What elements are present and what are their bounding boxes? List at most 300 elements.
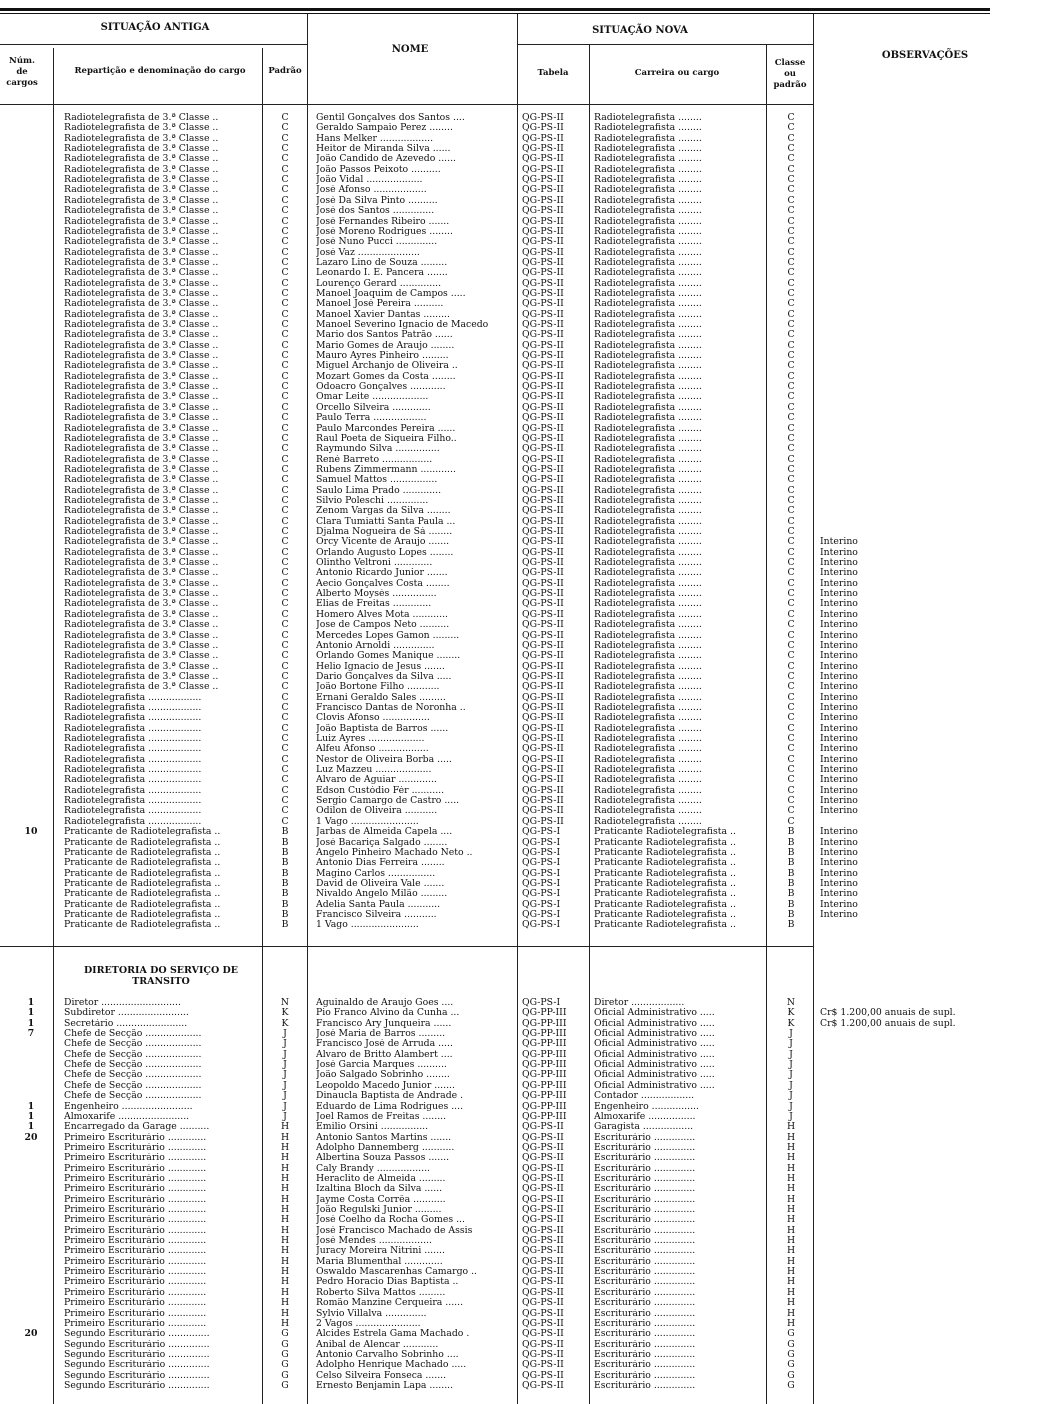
table-row	[0, 1174, 1055, 1184]
row-carreira: Radiotelegrafista ........	[594, 413, 702, 424]
row-padrao: K	[281, 1008, 289, 1019]
row-classe: C	[787, 268, 795, 279]
row-nome: José Da Silva Pinto ..........	[316, 195, 438, 206]
row-carreira: Contador ..................	[594, 1091, 695, 1102]
table-row	[0, 537, 1055, 547]
row-classe: C	[787, 640, 795, 651]
row-classe: C	[787, 692, 795, 703]
row-tabela: QG-PS-II	[522, 392, 564, 403]
row-tabela: QG-PS-II	[522, 402, 564, 413]
row-classe: C	[787, 392, 795, 403]
row-nome: José Nuno Pucci ..............	[316, 237, 438, 248]
row-tabela: QG-PS-II	[522, 785, 564, 796]
row-nome: Francisco Dantas de Noronha ..	[316, 702, 466, 713]
row-reparticao: Segundo Escriturário ..............	[64, 1339, 210, 1350]
row-observacao: Interino	[820, 796, 858, 807]
row-carreira: Oficial Administrativo .....	[594, 1060, 715, 1071]
row-tabela: QG-PS-II	[522, 226, 564, 237]
row-reparticao: Praticante de Radiotelegrafista ..	[64, 868, 221, 879]
row-tabela: QG-PS-II	[522, 340, 564, 351]
table-row	[0, 1008, 1055, 1018]
row-carreira: Escriturário ..............	[594, 1277, 696, 1288]
row-tabela: QG-PS-I	[522, 889, 561, 900]
row-tabela: QG-PS-II	[522, 1163, 564, 1174]
row-classe: H	[786, 1173, 796, 1184]
row-carreira: Radiotelegrafista ........	[594, 568, 702, 579]
row-padrao: C	[281, 785, 289, 796]
row-tabela: QG-PS-II	[522, 288, 564, 299]
row-padrao: C	[281, 734, 289, 744]
table-row	[0, 444, 1055, 454]
row-classe: C	[787, 558, 795, 569]
row-observacao: Interino	[820, 620, 858, 631]
row-nome: Orcello Silveira .............	[316, 402, 431, 413]
table-row	[0, 1184, 1055, 1194]
row-tabela: QG-PS-II	[522, 537, 564, 548]
row-classe: H	[786, 1318, 796, 1329]
row-classe: C	[787, 320, 795, 330]
row-reparticao: Praticante de Radiotelegrafista ..	[64, 827, 221, 838]
row-reparticao: Primeiro Escriturário .............	[64, 1142, 207, 1153]
row-nome: Rubens Zimmermann ............	[316, 464, 456, 475]
row-reparticao: Radiotelegrafista de 3.ª Classe ..	[64, 630, 219, 641]
row-carreira: Radiotelegrafista ........	[594, 371, 702, 382]
row-classe: C	[787, 589, 795, 600]
row-carreira: Escriturário ..............	[594, 1205, 696, 1215]
row-padrao: C	[281, 454, 289, 465]
row-padrao: C	[281, 506, 289, 517]
row-padrao: C	[281, 547, 289, 558]
row-padrao: C	[281, 537, 289, 548]
row-observacao: Interino	[820, 806, 858, 817]
row-nome: Clara Tumiatti Santa Paula ...	[316, 516, 456, 527]
row-tabela: QG-PS-II	[522, 1267, 564, 1278]
row-observacao: Interino	[820, 568, 858, 579]
table-row	[0, 610, 1055, 620]
row-classe: H	[786, 1142, 796, 1153]
row-nome: Emilio Orsini ................	[316, 1122, 429, 1133]
row-reparticao: Primeiro Escriturário .............	[64, 1277, 207, 1288]
row-tabela: QG-PS-II	[522, 1236, 564, 1247]
row-carreira: Radiotelegrafista ........	[594, 692, 702, 703]
row-carreira: Praticante Radiotelegrafista ..	[594, 858, 736, 869]
row-classe: C	[787, 206, 795, 217]
row-reparticao: Radiotelegrafista de 3.ª Classe ..	[64, 423, 219, 434]
row-carreira: Radiotelegrafista ........	[594, 765, 702, 776]
row-padrao: C	[281, 330, 289, 341]
row-tabela: QG-PS-II	[522, 330, 564, 341]
row-observacao: Cr$ 1.200,00 anuais de supl.	[820, 1008, 956, 1019]
row-padrao: C	[281, 775, 289, 786]
row-padrao: C	[281, 351, 289, 362]
row-tabela: QG-PS-II	[522, 475, 564, 486]
row-nome: Dario Gonçalves da Silva .....	[316, 671, 452, 682]
row-nome: João Bortone Filho ...........	[316, 682, 440, 693]
row-nome: João Candido de Azevedo ......	[316, 154, 457, 165]
table-row	[0, 268, 1055, 278]
row-classe: H	[786, 1215, 796, 1226]
row-carreira: Praticante Radiotelegrafista ..	[594, 837, 736, 848]
row-reparticao: Radiotelegrafista de 3.ª Classe ..	[64, 609, 219, 620]
row-carreira: Radiotelegrafista ........	[594, 485, 702, 496]
row-tabela: QG-PS-II	[522, 144, 564, 155]
row-reparticao: Radiotelegrafista de 3.ª Classe ..	[64, 185, 219, 196]
row-tabela: QG-PS-II	[522, 692, 564, 703]
row-tabela: QG-PP-III	[522, 1008, 567, 1019]
row-num-cargos: 1	[27, 1122, 35, 1133]
row-padrao: H	[280, 1308, 290, 1319]
row-reparticao: Radiotelegrafista de 3.ª Classe ..	[64, 257, 219, 268]
row-padrao: B	[281, 899, 289, 910]
row-carreira: Praticante Radiotelegrafista ..	[594, 899, 736, 910]
row-nome: Oswaldo Mascarenhas Camargo ..	[316, 1267, 478, 1278]
row-carreira: Radiotelegrafista ........	[594, 185, 702, 196]
row-carreira: Radiotelegrafista ........	[594, 723, 702, 734]
row-classe: C	[787, 309, 795, 320]
row-nome: Raymundo Silva ...............	[316, 444, 440, 455]
row-classe: B	[787, 837, 795, 848]
row-classe: J	[789, 1039, 793, 1050]
row-carreira: Radiotelegrafista ........	[594, 257, 702, 268]
table-row	[0, 765, 1055, 775]
row-nome: Manoel Xavier Dantas .........	[316, 309, 450, 320]
row-tabela: QG-PS-II	[522, 1132, 564, 1143]
row-tabela: QG-PS-I	[522, 998, 561, 1008]
row-padrao: H	[280, 1256, 290, 1267]
row-nome: Luz Mazzeu ...................	[316, 765, 432, 776]
row-nome: Albertina Souza Passos .......	[316, 1153, 450, 1164]
row-nome: Jose de Campos Neto ..........	[316, 620, 450, 631]
row-tabela: QG-PP-III	[522, 1060, 567, 1071]
table-row	[0, 1215, 1055, 1225]
row-nome: Homero Alves Mota ............	[316, 609, 448, 620]
row-carreira: Radiotelegrafista ........	[594, 423, 702, 434]
row-reparticao: Radiotelegrafista de 3.ª Classe ..	[64, 237, 219, 248]
table-row	[0, 1340, 1055, 1350]
row-padrao: J	[283, 1029, 287, 1040]
row-tabela: QG-PS-II	[522, 775, 564, 786]
row-padrao: J	[283, 1060, 287, 1071]
row-padrao: C	[281, 661, 289, 672]
row-carreira: Escriturário ..............	[594, 1132, 696, 1143]
row-padrao: C	[281, 278, 289, 289]
row-padrao: H	[280, 1215, 290, 1226]
row-nome: Elias de Freitas .............	[316, 599, 432, 610]
row-reparticao: Primeiro Escriturário .............	[64, 1318, 207, 1329]
row-carreira: Almoxarife ................	[594, 1111, 696, 1122]
row-tabela: QG-PS-II	[522, 154, 564, 165]
row-padrao: H	[280, 1225, 290, 1236]
row-classe: H	[786, 1184, 796, 1195]
table-row	[0, 817, 1055, 827]
row-nome: Geraldo Sampaio Perez ........	[316, 123, 453, 134]
row-reparticao: Radiotelegrafista de 3.ª Classe ..	[64, 340, 219, 351]
row-classe: H	[786, 1194, 796, 1205]
row-padrao: J	[283, 1039, 287, 1050]
row-observacao: Interino	[820, 547, 858, 558]
row-reparticao: Radiotelegrafista de 3.ª Classe ..	[64, 309, 219, 320]
row-nome: 1 Vago .......................	[316, 920, 419, 931]
row-observacao: Interino	[820, 889, 858, 900]
table-row	[0, 227, 1055, 237]
row-reparticao: Radiotelegrafista ..................	[64, 723, 202, 734]
header-bottom-line	[0, 104, 813, 105]
row-padrao: C	[281, 413, 289, 424]
row-nome: Mario Gomes de Araujo ........	[316, 340, 455, 351]
row-padrao: C	[281, 744, 289, 755]
row-reparticao: Primeiro Escriturário .............	[64, 1246, 207, 1257]
row-padrao: B	[281, 837, 289, 848]
row-padrao: G	[281, 1380, 289, 1391]
row-observacao: Cr$ 1.200,00 anuais de supl.	[820, 1018, 956, 1029]
row-padrao: J	[283, 1080, 287, 1091]
table-row	[0, 920, 1055, 930]
table-row	[0, 1164, 1055, 1174]
table-row	[0, 641, 1055, 651]
header-nome: NOME	[391, 44, 429, 55]
row-tabela: QG-PS-II	[522, 558, 564, 569]
row-tabela: QG-PS-II	[522, 1329, 564, 1340]
row-reparticao: Radiotelegrafista de 3.ª Classe ..	[64, 578, 219, 589]
row-carreira: Radiotelegrafista ........	[594, 195, 702, 206]
row-nome: Jayme Costa Corrêa ...........	[316, 1194, 446, 1205]
row-padrao: H	[280, 1163, 290, 1174]
table-row	[0, 527, 1055, 537]
row-classe: C	[787, 578, 795, 589]
row-padrao: C	[281, 216, 289, 227]
row-tabela: QG-PS-II	[522, 485, 564, 496]
row-num-cargos: 1	[27, 1101, 35, 1112]
table-row	[0, 1381, 1055, 1391]
row-padrao: C	[281, 288, 289, 299]
row-nome: Zenom Vargas da Silva ........	[316, 506, 451, 517]
row-reparticao: Radiotelegrafista de 3.ª Classe ..	[64, 485, 219, 496]
row-classe: C	[787, 702, 795, 713]
row-reparticao: Radiotelegrafista de 3.ª Classe ..	[64, 382, 219, 393]
header-observacoes: OBSERVAÇÕES	[881, 50, 969, 61]
row-reparticao: Radiotelegrafista de 3.ª Classe ..	[64, 671, 219, 682]
table-row	[0, 869, 1055, 879]
row-observacao: Interino	[820, 909, 858, 920]
table-row	[0, 631, 1055, 641]
table-row	[0, 279, 1055, 289]
table-row	[0, 1319, 1055, 1329]
row-padrao: C	[281, 609, 289, 620]
row-num-cargos: 1	[27, 1111, 35, 1122]
row-reparticao: Radiotelegrafista de 3.ª Classe ..	[64, 361, 219, 372]
table-row	[0, 998, 1055, 1008]
row-reparticao: Radiotelegrafista ..................	[64, 754, 202, 765]
row-carreira: Oficial Administrativo .....	[594, 1039, 715, 1050]
row-padrao: C	[281, 164, 289, 175]
row-tabela: QG-PP-III	[522, 1049, 567, 1060]
row-reparticao: Radiotelegrafista de 3.ª Classe ..	[64, 589, 219, 600]
row-tabela: QG-PS-II	[522, 1360, 564, 1371]
row-classe: C	[787, 164, 795, 175]
row-classe: C	[787, 475, 795, 486]
row-padrao: C	[281, 516, 289, 527]
table-row	[0, 403, 1055, 413]
row-padrao: H	[280, 1122, 290, 1133]
row-padrao: C	[281, 671, 289, 682]
row-observacao: Interino	[820, 827, 858, 838]
row-carreira: Escriturário ..............	[594, 1142, 696, 1153]
row-padrao: J	[283, 1091, 287, 1102]
row-carreira: Radiotelegrafista ........	[594, 537, 702, 548]
row-carreira: Radiotelegrafista ........	[594, 154, 702, 165]
row-tabela: QG-PS-II	[522, 320, 564, 330]
header-line-nova	[517, 44, 813, 45]
row-padrao: G	[281, 1370, 289, 1381]
row-nome: Antonio Santos Martins .......	[316, 1132, 452, 1143]
row-reparticao: Chefe de Secção ...................	[64, 1060, 202, 1071]
row-carreira: Radiotelegrafista ........	[594, 609, 702, 620]
row-reparticao: Radiotelegrafista de 3.ª Classe ..	[64, 516, 219, 527]
row-carreira: Radiotelegrafista ........	[594, 734, 702, 744]
row-reparticao: Segundo Escriturário ..............	[64, 1329, 210, 1340]
row-padrao: H	[280, 1205, 290, 1215]
row-padrao: C	[281, 237, 289, 248]
row-classe: C	[787, 485, 795, 496]
row-classe: G	[787, 1339, 795, 1350]
row-padrao: C	[281, 299, 289, 310]
row-carreira: Radiotelegrafista ........	[594, 299, 702, 310]
row-reparticao: Radiotelegrafista ..................	[64, 775, 202, 786]
table-row	[0, 1102, 1055, 1112]
row-tabela: QG-PS-II	[522, 1194, 564, 1205]
table-row	[0, 1288, 1055, 1298]
row-carreira: Radiotelegrafista ........	[594, 444, 702, 455]
row-classe: C	[787, 568, 795, 579]
row-padrao: H	[280, 1287, 290, 1298]
row-reparticao: Radiotelegrafista de 3.ª Classe ..	[64, 475, 219, 486]
row-tabela: QG-PS-II	[522, 257, 564, 268]
row-tabela: QG-PS-II	[522, 1339, 564, 1350]
table-row	[0, 858, 1055, 868]
row-carreira: Radiotelegrafista ........	[594, 806, 702, 817]
row-nome: Djalma Nogueira de Sá ........	[316, 527, 453, 537]
row-classe: C	[787, 226, 795, 237]
row-padrao: C	[281, 568, 289, 579]
row-padrao: C	[281, 640, 289, 651]
table-row	[0, 548, 1055, 558]
row-reparticao: Radiotelegrafista de 3.ª Classe ..	[64, 206, 219, 217]
row-carreira: Radiotelegrafista ........	[594, 226, 702, 237]
row-nome: José Fernandes Ribeiro .......	[316, 216, 450, 227]
row-carreira: Radiotelegrafista ........	[594, 330, 702, 341]
row-reparticao: Encarregado da Garage ..........	[64, 1122, 210, 1133]
row-carreira: Escriturário ..............	[594, 1329, 696, 1340]
row-classe: H	[786, 1308, 796, 1319]
row-reparticao: Radiotelegrafista de 3.ª Classe ..	[64, 464, 219, 475]
row-padrao: C	[281, 651, 289, 662]
row-classe: C	[787, 175, 795, 186]
row-nome: Orcy Vicente de Araujo .......	[316, 537, 450, 548]
row-reparticao: Primeiro Escriturário .............	[64, 1236, 207, 1247]
row-classe: C	[787, 620, 795, 631]
row-classe: J	[789, 1060, 793, 1071]
row-carreira: Praticante Radiotelegrafista ..	[594, 878, 736, 889]
table-row	[0, 299, 1055, 309]
row-carreira: Praticante Radiotelegrafista ..	[594, 889, 736, 900]
row-reparticao: Primeiro Escriturário .............	[64, 1205, 207, 1215]
row-tabela: QG-PP-III	[522, 1029, 567, 1040]
row-tabela: QG-PS-II	[522, 433, 564, 444]
row-padrao: C	[281, 392, 289, 403]
row-carreira: Radiotelegrafista ........	[594, 175, 702, 186]
row-classe: C	[787, 734, 795, 744]
row-classe: C	[787, 547, 795, 558]
row-tabela: QG-PS-II	[522, 299, 564, 310]
row-carreira: Praticante Radiotelegrafista ..	[594, 909, 736, 920]
row-observacao: Interino	[820, 537, 858, 548]
row-padrao: C	[281, 175, 289, 186]
row-classe: C	[787, 713, 795, 724]
row-padrao: C	[281, 340, 289, 351]
row-carreira: Radiotelegrafista ........	[594, 464, 702, 475]
row-carreira: Radiotelegrafista ........	[594, 382, 702, 393]
row-padrao: C	[281, 206, 289, 217]
row-classe: C	[787, 796, 795, 807]
row-tabela: QG-PS-I	[522, 920, 561, 931]
row-carreira: Escriturário ..............	[594, 1184, 696, 1195]
row-carreira: Radiotelegrafista ........	[594, 237, 702, 248]
row-carreira: Radiotelegrafista ........	[594, 754, 702, 765]
row-padrao: C	[281, 495, 289, 506]
row-tabela: QG-PS-II	[522, 671, 564, 682]
row-observacao: Interino	[820, 837, 858, 848]
row-nome: Manoel Joaquim de Campos .....	[316, 288, 466, 299]
header-situacao-antiga: SITUAÇÃO ANTIGA	[100, 22, 210, 33]
row-reparticao: Radiotelegrafista de 3.ª Classe ..	[64, 164, 219, 175]
row-reparticao: Praticante de Radiotelegrafista ..	[64, 878, 221, 889]
row-reparticao: Primeiro Escriturário .............	[64, 1225, 207, 1236]
row-padrao: C	[281, 630, 289, 641]
row-classe: C	[787, 423, 795, 434]
row-carreira: Oficial Administrativo .....	[594, 1018, 715, 1029]
row-reparticao: Radiotelegrafista de 3.ª Classe ..	[64, 113, 219, 123]
row-carreira: Radiotelegrafista ........	[594, 361, 702, 372]
row-tabela: QG-PS-II	[522, 723, 564, 734]
row-carreira: Escriturário ..............	[594, 1287, 696, 1298]
row-padrao: C	[281, 247, 289, 258]
table-row	[0, 1112, 1055, 1122]
section-title-transito: DIRETORIA DO SERVIÇO DE TRANSITO	[83, 965, 239, 987]
row-reparticao: Primeiro Escriturário .............	[64, 1173, 207, 1184]
row-classe: C	[787, 806, 795, 817]
row-classe: C	[787, 144, 795, 155]
row-tabela: QG-PS-II	[522, 423, 564, 434]
row-observacao: Interino	[820, 682, 858, 693]
row-observacao: Interino	[820, 754, 858, 765]
table-row	[0, 506, 1055, 516]
row-tabela: QG-PS-II	[522, 123, 564, 134]
table-row	[0, 651, 1055, 661]
table-row	[0, 217, 1055, 227]
row-nome: Orlando Augusto Lopes ........	[316, 547, 454, 558]
row-num-cargos: 20	[24, 1132, 38, 1143]
row-padrao: C	[281, 765, 289, 776]
row-classe: C	[787, 744, 795, 755]
row-reparticao: Radiotelegrafista de 3.ª Classe ..	[64, 640, 219, 651]
table-row	[0, 413, 1055, 423]
row-carreira: Radiotelegrafista ........	[594, 640, 702, 651]
row-padrao: H	[280, 1153, 290, 1164]
row-observacao: Interino	[820, 640, 858, 651]
row-padrao: H	[280, 1246, 290, 1257]
row-carreira: Diretor ..................	[594, 998, 685, 1008]
row-reparticao: Radiotelegrafista de 3.ª Classe ..	[64, 133, 219, 144]
